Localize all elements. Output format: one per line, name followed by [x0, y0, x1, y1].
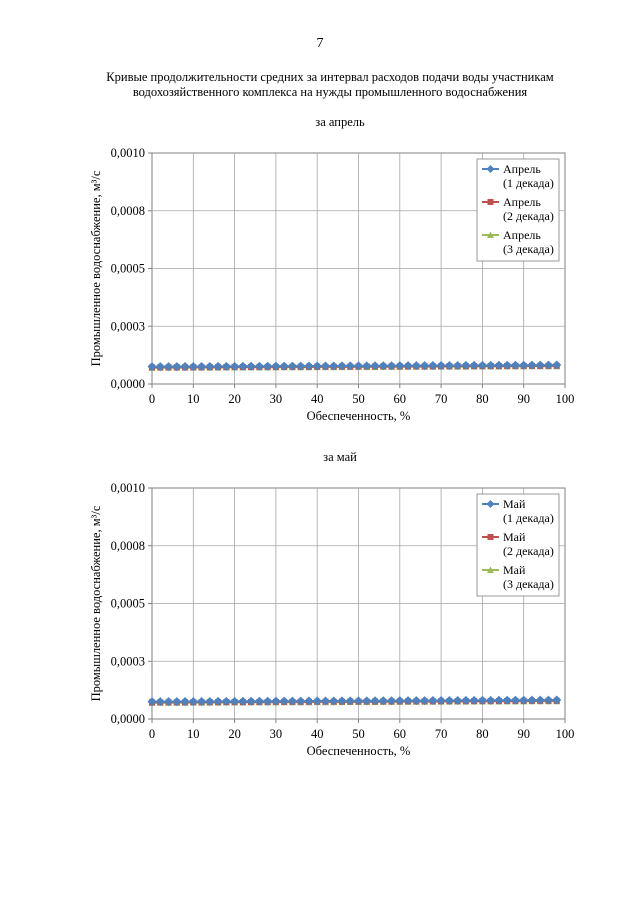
document-title	[80, 70, 580, 100]
legend-label: Апрель	[503, 195, 541, 209]
legend-label: Май	[503, 497, 526, 511]
document-title-line-1: Кривые продолжительности средних за интервал расходов подачи воды участникам	[106, 70, 554, 84]
y-tick-label: 0,0005	[110, 261, 145, 276]
y-axis-label: Промышленное водоснабжение, м³/с	[89, 505, 103, 702]
chart-heading: за апрель	[315, 115, 365, 129]
legend-label-sub: (3 декада)	[503, 577, 554, 591]
chart-may	[80, 450, 600, 770]
legend-label: Апрель	[503, 228, 541, 242]
legend-marker	[488, 199, 494, 205]
x-tick-label: 50	[352, 727, 365, 741]
x-tick-label: 30	[269, 392, 283, 406]
x-tick-label: 100	[555, 392, 575, 406]
document-title-line-2: водохозяйственного комплекса на нужды промышленного водоснабжения	[132, 85, 528, 99]
page-number: 7	[316, 36, 324, 51]
y-tick-label: 0,0000	[110, 712, 145, 726]
x-tick-label: 90	[517, 392, 530, 406]
legend-label-sub: (1 декада)	[503, 511, 554, 525]
x-tick-label: 40	[310, 392, 324, 406]
legend-label: Апрель	[503, 162, 541, 176]
x-tick-label: 60	[393, 392, 407, 406]
legend-label: Май	[503, 530, 526, 544]
x-tick-label: 20	[228, 727, 241, 741]
chart-svg	[80, 480, 600, 770]
x-tick-label: 80	[476, 392, 489, 406]
legend-label-sub: (2 декада)	[503, 544, 554, 558]
y-tick-label: 0,0008	[110, 538, 145, 553]
x-tick-label: 70	[434, 392, 448, 406]
x-tick-label: 10	[187, 727, 200, 741]
chart-svg	[80, 145, 600, 435]
x-tick-label: 90	[517, 727, 530, 741]
x-tick-label: 20	[228, 392, 241, 406]
x-axis-label: Обеспеченность, %	[306, 409, 411, 423]
legend-marker	[488, 534, 494, 540]
legend-label-sub: (3 декада)	[503, 242, 554, 256]
y-tick-label: 0,0003	[110, 319, 145, 334]
x-tick-label: 30	[269, 727, 283, 741]
x-tick-label: 100	[555, 727, 575, 741]
y-tick-label: 0,0000	[110, 377, 145, 391]
x-tick-label: 70	[434, 727, 448, 741]
x-tick-label: 40	[310, 727, 324, 741]
chart-heading: за май	[323, 450, 357, 464]
y-tick-label: 0,0003	[110, 654, 145, 669]
y-tick-label: 0,0008	[110, 203, 145, 218]
y-tick-label: 0,0005	[110, 596, 145, 611]
y-axis-label: Промышленное водоснабжение, м³/с	[89, 170, 103, 367]
chart-april	[80, 115, 600, 435]
x-tick-label: 60	[393, 727, 407, 741]
x-tick-label: 0	[148, 392, 156, 406]
x-tick-label: 80	[476, 727, 489, 741]
legend-label: Май	[503, 563, 526, 577]
y-tick-label: 0,0010	[110, 146, 145, 160]
x-axis-label: Обеспеченность, %	[306, 744, 411, 758]
legend-label-sub: (2 декада)	[503, 209, 554, 223]
x-tick-label: 50	[352, 392, 365, 406]
legend-label-sub: (1 декада)	[503, 176, 554, 190]
x-tick-label: 10	[187, 392, 200, 406]
y-tick-label: 0,0010	[110, 481, 145, 495]
x-tick-label: 0	[148, 727, 156, 741]
